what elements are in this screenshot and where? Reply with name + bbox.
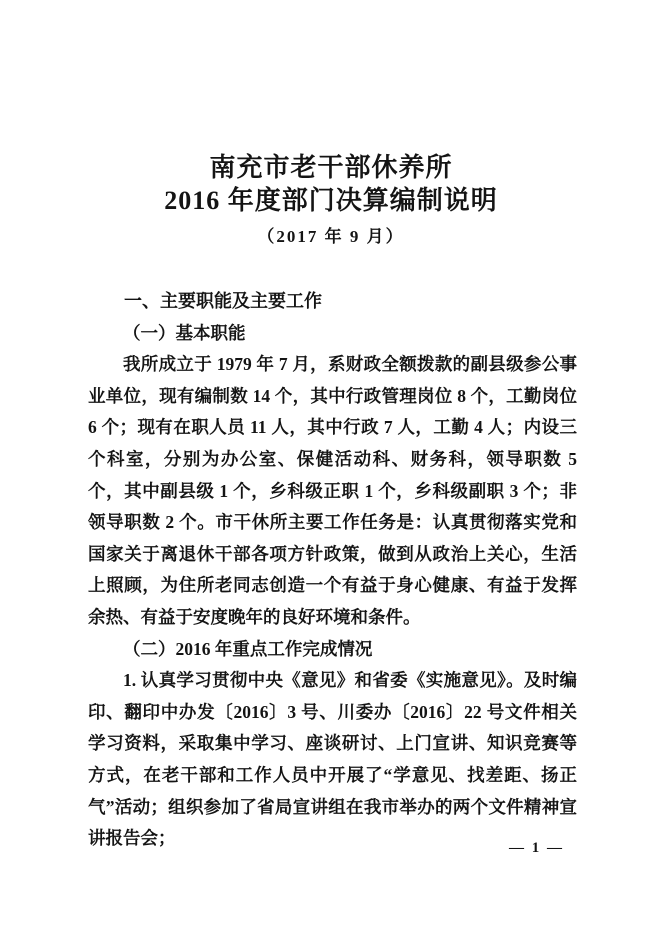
document-date: （2017 年 9 月） <box>257 227 405 246</box>
paragraph-basic-functions: 我所成立于 1979 年 7 月，系财政全额拨款的副县级参公事业单位，现有编制数 14 个，其中行政管理岗位 8 个，工勤岗位 6 个；现有在职人员 11 人，其中行政 7 人，工勤 4 人；内设三个科室，分别为办公室、保健活动科、财务科，领导职数 5 个，其中副县级 1 个，乡科级正职 1 个，乡科级副职 3 个；非领导职数 2 个。市干休所主要工作任务是：认真贯彻落实党和国家关于离退休干部各项方针政策，做到从政治上关心，生活上照顾，为住所老同志创造一个有益于身心健康、有益于发挥余热、有益于安度晚年的良好环境和条件。 <box>88 354 577 627</box>
title-block <box>0 151 662 248</box>
subsection-heading-2016-key-work: （二）2016 年重点工作完成情况 <box>123 638 373 659</box>
document-title-line-2: 2016 年度部门决算编制说明 <box>164 186 498 215</box>
subsection-heading-basic-functions: （一）基本职能 <box>123 322 246 343</box>
paragraph-key-work-item-1: 1. 认真学习贯彻中央《意见》和省委《实施意见》。及时编印、翻印中办发〔2016〕3 号、川委办〔2016〕22 号文件相关学习资料，采取集中学习、座谈研讨、上门宣讲、知识竞赛等方式，在老干部和工作人员中开展了“学意见、找差距、扬正气”活动；组织参加了省局宣讲组在我市举办的两个文件精神宣讲报告会； <box>88 670 577 849</box>
document-title-line-1: 南充市老干部休养所 <box>209 153 453 182</box>
section-heading-main-functions: 一、主要职能及主要工作 <box>124 291 322 311</box>
page-number: — 1 — <box>509 840 564 856</box>
document-body <box>88 286 577 855</box>
